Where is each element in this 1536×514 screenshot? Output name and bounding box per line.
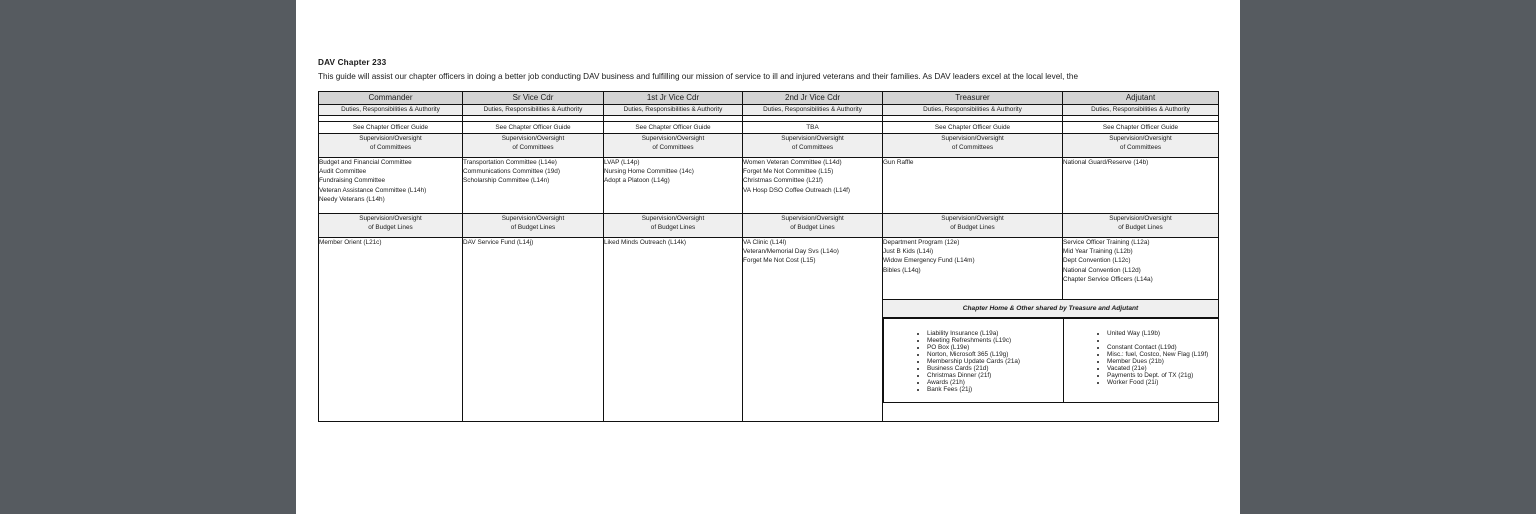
- list-item: DAV Service Fund (L14j): [463, 239, 534, 246]
- list-item: Chapter Service Officers (L14a): [1063, 275, 1153, 283]
- band-committees-treasurer: [883, 134, 1063, 158]
- list-item: • Bank Fees (21j): [927, 386, 1063, 393]
- table-row-guide-reference: [319, 122, 1219, 134]
- column-header-adjutant: Adjutant: [1063, 92, 1219, 105]
- duties-cell-1st-jr-vice-cdr: Duties, Responsibilities & Authority: [604, 105, 743, 116]
- list-item: Service Officer Training (L12a): [1063, 239, 1150, 246]
- shared-items-right-cell: [1064, 319, 1219, 403]
- band-line-1: Supervision/Oversight: [641, 135, 705, 142]
- committees-list-2nd-jr-vice-cdr: [743, 158, 883, 214]
- list-item: Needy Veterans (L14h): [319, 195, 385, 203]
- band-line-1: Supervision/Oversight: [641, 215, 705, 222]
- list-item: [1107, 337, 1218, 344]
- committees-list-adjutant: [1063, 158, 1219, 214]
- list-item: Bibles (L14q): [883, 266, 921, 274]
- column-header-2nd-jr-vice-cdr: 2nd Jr Vice Cdr: [743, 92, 883, 105]
- list-item: Dept Convention (L12c): [1063, 257, 1131, 265]
- band-line-2: of Committees: [512, 144, 554, 151]
- list-item: Liked Minds Outreach (L14k): [604, 239, 687, 246]
- list-item: Women Veteran Committee (L14d): [743, 159, 842, 166]
- list-item: • Member Dues (21b): [1107, 358, 1218, 365]
- band-line-2: of Budget Lines: [950, 224, 995, 231]
- document-page: [296, 0, 1240, 514]
- duties-cell-commander: Duties, Responsibilities & Authority: [319, 105, 463, 116]
- band-line-1: Supervision/Oversight: [1109, 135, 1172, 142]
- band-line-2: of Budget Lines: [510, 224, 556, 231]
- list-item: Transportation Committee (L14e): [463, 159, 557, 166]
- shared-items-table: [883, 318, 1219, 403]
- committee-list: [463, 158, 603, 186]
- band-line-2: of Budget Lines: [1118, 224, 1163, 231]
- shared-section-body: [883, 318, 1219, 422]
- band-line-1: Supervision/Oversight: [1109, 215, 1172, 222]
- list-item: • Awards (21h): [927, 379, 1063, 386]
- budget-line-list: [1063, 238, 1218, 284]
- list-item: Christmas Committee (L21f): [743, 177, 823, 185]
- guide-cell-sr-vice-cdr: See Chapter Officer Guide: [463, 122, 604, 134]
- document-body: [318, 58, 1228, 422]
- document-intro-paragraph: This guide will assist our chapter officers in doing a better job conducting DAV business and fulfilling our mission of service to ill and injured veterans and their families. As DAV leaders excel at the local level, the: [318, 72, 1079, 81]
- committees-list-commander: [319, 158, 463, 214]
- band-line-2: of Committees: [951, 144, 994, 151]
- list-item: • PO Box (L19e): [927, 344, 1063, 351]
- band-line-1: Supervision/Oversight: [781, 135, 844, 142]
- list-item: • Membership Update Cards (21a): [927, 358, 1063, 365]
- shared-items-left-cell: [884, 319, 1064, 403]
- list-item: VA Clinic (L14l): [743, 239, 787, 246]
- list-item: LVAP (L14p): [604, 159, 640, 166]
- list-item: • Liability Insurance (L19a): [927, 330, 1063, 337]
- committee-list: [883, 158, 1062, 167]
- band-line-2: of Budget Lines: [790, 224, 835, 231]
- band-line-1: Supervision/Oversight: [359, 215, 422, 222]
- list-item: • Business Cards (21d): [927, 365, 1063, 372]
- shared-left-list: [887, 330, 1063, 393]
- committee-list: [743, 158, 882, 195]
- band-budget-adjutant: [1063, 214, 1219, 238]
- guide-cell-1st-jr-vice-cdr: See Chapter Officer Guide: [604, 122, 743, 134]
- shared-right-list: [1067, 330, 1218, 386]
- list-item: • Misc.: fuel, Costco, New Flag (L19f): [1107, 351, 1218, 358]
- budget-list-treasurer: [883, 238, 1063, 300]
- list-item: Nursing Home Committee (14c): [604, 168, 694, 176]
- band-line-1: Supervision/Oversight: [501, 215, 565, 222]
- band-committees-adjutant: [1063, 134, 1219, 158]
- list-item: Forget Me Not Cost (L15): [743, 257, 816, 265]
- list-item: Veteran Assistance Committee (L14h): [319, 186, 427, 194]
- list-item: Budget and Financial Committee: [319, 159, 412, 166]
- shared-left-wrap: [884, 319, 1063, 402]
- band-committees-1st-jr-vice-cdr: [604, 134, 743, 158]
- list-item: • Meeting Refreshments (L19c): [927, 337, 1063, 344]
- committee-list: [1063, 158, 1218, 167]
- band-committees-2nd-jr-vice-cdr: [743, 134, 883, 158]
- band-line-1: Supervision/Oversight: [941, 215, 1004, 222]
- table-row-budget-lists: [319, 238, 1219, 300]
- list-item: • Vacated (21e): [1107, 365, 1218, 372]
- budget-list-sr-vice-cdr: [463, 238, 604, 422]
- committee-list: [604, 158, 742, 186]
- budget-line-list: [743, 238, 882, 266]
- list-item: Member Orient (L21c): [319, 239, 382, 246]
- budget-line-list: [463, 238, 603, 247]
- list-item: • Constant Contact (L19d): [1107, 344, 1218, 351]
- band-line-1: Supervision/Oversight: [501, 135, 565, 142]
- band-budget-2nd-jr-vice-cdr: [743, 214, 883, 238]
- budget-line-list: [604, 238, 742, 247]
- band-line-2: of Committees: [791, 144, 834, 151]
- column-header-commander: Commander: [319, 92, 463, 105]
- table-row-roles: [319, 92, 1219, 105]
- column-header-sr-vice-cdr: Sr Vice Cdr: [463, 92, 604, 105]
- officer-duties-table: [318, 91, 1219, 422]
- band-line-2: of Budget Lines: [650, 224, 696, 231]
- band-committees-commander: [319, 134, 463, 158]
- list-item: Fundraising Committee: [319, 177, 386, 185]
- committees-list-1st-jr-vice-cdr: [604, 158, 743, 214]
- document-title: DAV Chapter 233: [318, 58, 387, 67]
- guide-cell-treasurer: See Chapter Officer Guide: [883, 122, 1063, 134]
- list-item: Widow Emergency Fund (L14m): [883, 257, 975, 265]
- band-line-1: Supervision/Oversight: [941, 135, 1004, 142]
- band-budget-sr-vice-cdr: [463, 214, 604, 238]
- table-row-budget-band: [319, 214, 1219, 238]
- guide-cell-adjutant: See Chapter Officer Guide: [1063, 122, 1219, 134]
- band-line-1: Supervision/Oversight: [781, 215, 844, 222]
- duties-cell-treasurer: Duties, Responsibilities & Authority: [883, 105, 1063, 116]
- table-row-duties: [319, 105, 1219, 116]
- band-line-2: of Committees: [369, 144, 412, 151]
- band-line-2: of Committees: [652, 144, 694, 151]
- list-item: Audit Committee: [319, 168, 367, 176]
- column-header-treasurer: Treasurer: [883, 92, 1063, 105]
- list-item: Mid Year Training (L12b): [1063, 248, 1133, 256]
- list-item: Forget Me Not Committee (L15): [743, 168, 834, 176]
- band-committees-sr-vice-cdr: [463, 134, 604, 158]
- guide-cell-commander: See Chapter Officer Guide: [319, 122, 463, 134]
- list-item: Department Program (12e): [883, 239, 960, 246]
- guide-cell-2nd-jr-vice-cdr: TBA: [743, 122, 883, 134]
- list-item: Adopt a Platoon (L14g): [604, 177, 670, 185]
- table-row-committees-lists: [319, 158, 1219, 214]
- list-item: Scholarship Committee (L14n): [463, 177, 550, 185]
- committees-list-sr-vice-cdr: [463, 158, 604, 214]
- band-line-2: of Committees: [1119, 144, 1162, 151]
- shared-items-row: [884, 319, 1219, 403]
- list-item: • Worker Food (21i): [1107, 379, 1218, 386]
- duties-cell-2nd-jr-vice-cdr: Duties, Responsibilities & Authority: [743, 105, 883, 116]
- duties-cell-sr-vice-cdr: Duties, Responsibilities & Authority: [463, 105, 604, 116]
- list-item: • Payments to Dept. of TX (21g): [1107, 372, 1218, 379]
- band-budget-1st-jr-vice-cdr: [604, 214, 743, 238]
- list-item: National Convention (L12d): [1063, 266, 1141, 274]
- band-budget-treasurer: [883, 214, 1063, 238]
- budget-list-commander: [319, 238, 463, 422]
- list-item: Veteran/Memorial Day Svs (L14o): [743, 248, 839, 256]
- band-budget-commander: [319, 214, 463, 238]
- committees-list-treasurer: [883, 158, 1063, 214]
- list-item: Just B Kids (L14i): [883, 248, 934, 256]
- budget-list-2nd-jr-vice-cdr: [743, 238, 883, 422]
- table-row-committees-band: [319, 134, 1219, 158]
- budget-line-list: [883, 238, 1062, 275]
- shared-section-heading: Chapter Home & Other shared by Treasure and Adjutant: [883, 300, 1219, 318]
- committee-list: [319, 158, 462, 204]
- budget-list-1st-jr-vice-cdr: [604, 238, 743, 422]
- list-item: • United Way (L19b): [1107, 330, 1218, 337]
- budget-list-adjutant: [1063, 238, 1219, 300]
- band-line-1: Supervision/Oversight: [359, 135, 422, 142]
- budget-line-list: [319, 238, 462, 247]
- shared-right-wrap: [1064, 319, 1218, 395]
- list-item: • Christmas Dinner (21f): [927, 372, 1063, 379]
- list-item: Communications Committee (19d): [463, 168, 560, 176]
- list-item: Gun Raffle: [883, 159, 914, 166]
- band-line-2: of Budget Lines: [368, 224, 413, 231]
- column-header-1st-jr-vice-cdr: 1st Jr Vice Cdr: [604, 92, 743, 105]
- list-item: • Norton, Microsoft 365 (L19g): [927, 351, 1063, 358]
- list-item: VA Hosp DSO Coffee Outreach (L14f): [743, 186, 851, 194]
- list-item: National Guard/Reserve (14b): [1063, 159, 1149, 166]
- duties-cell-adjutant: Duties, Responsibilities & Authority: [1063, 105, 1219, 116]
